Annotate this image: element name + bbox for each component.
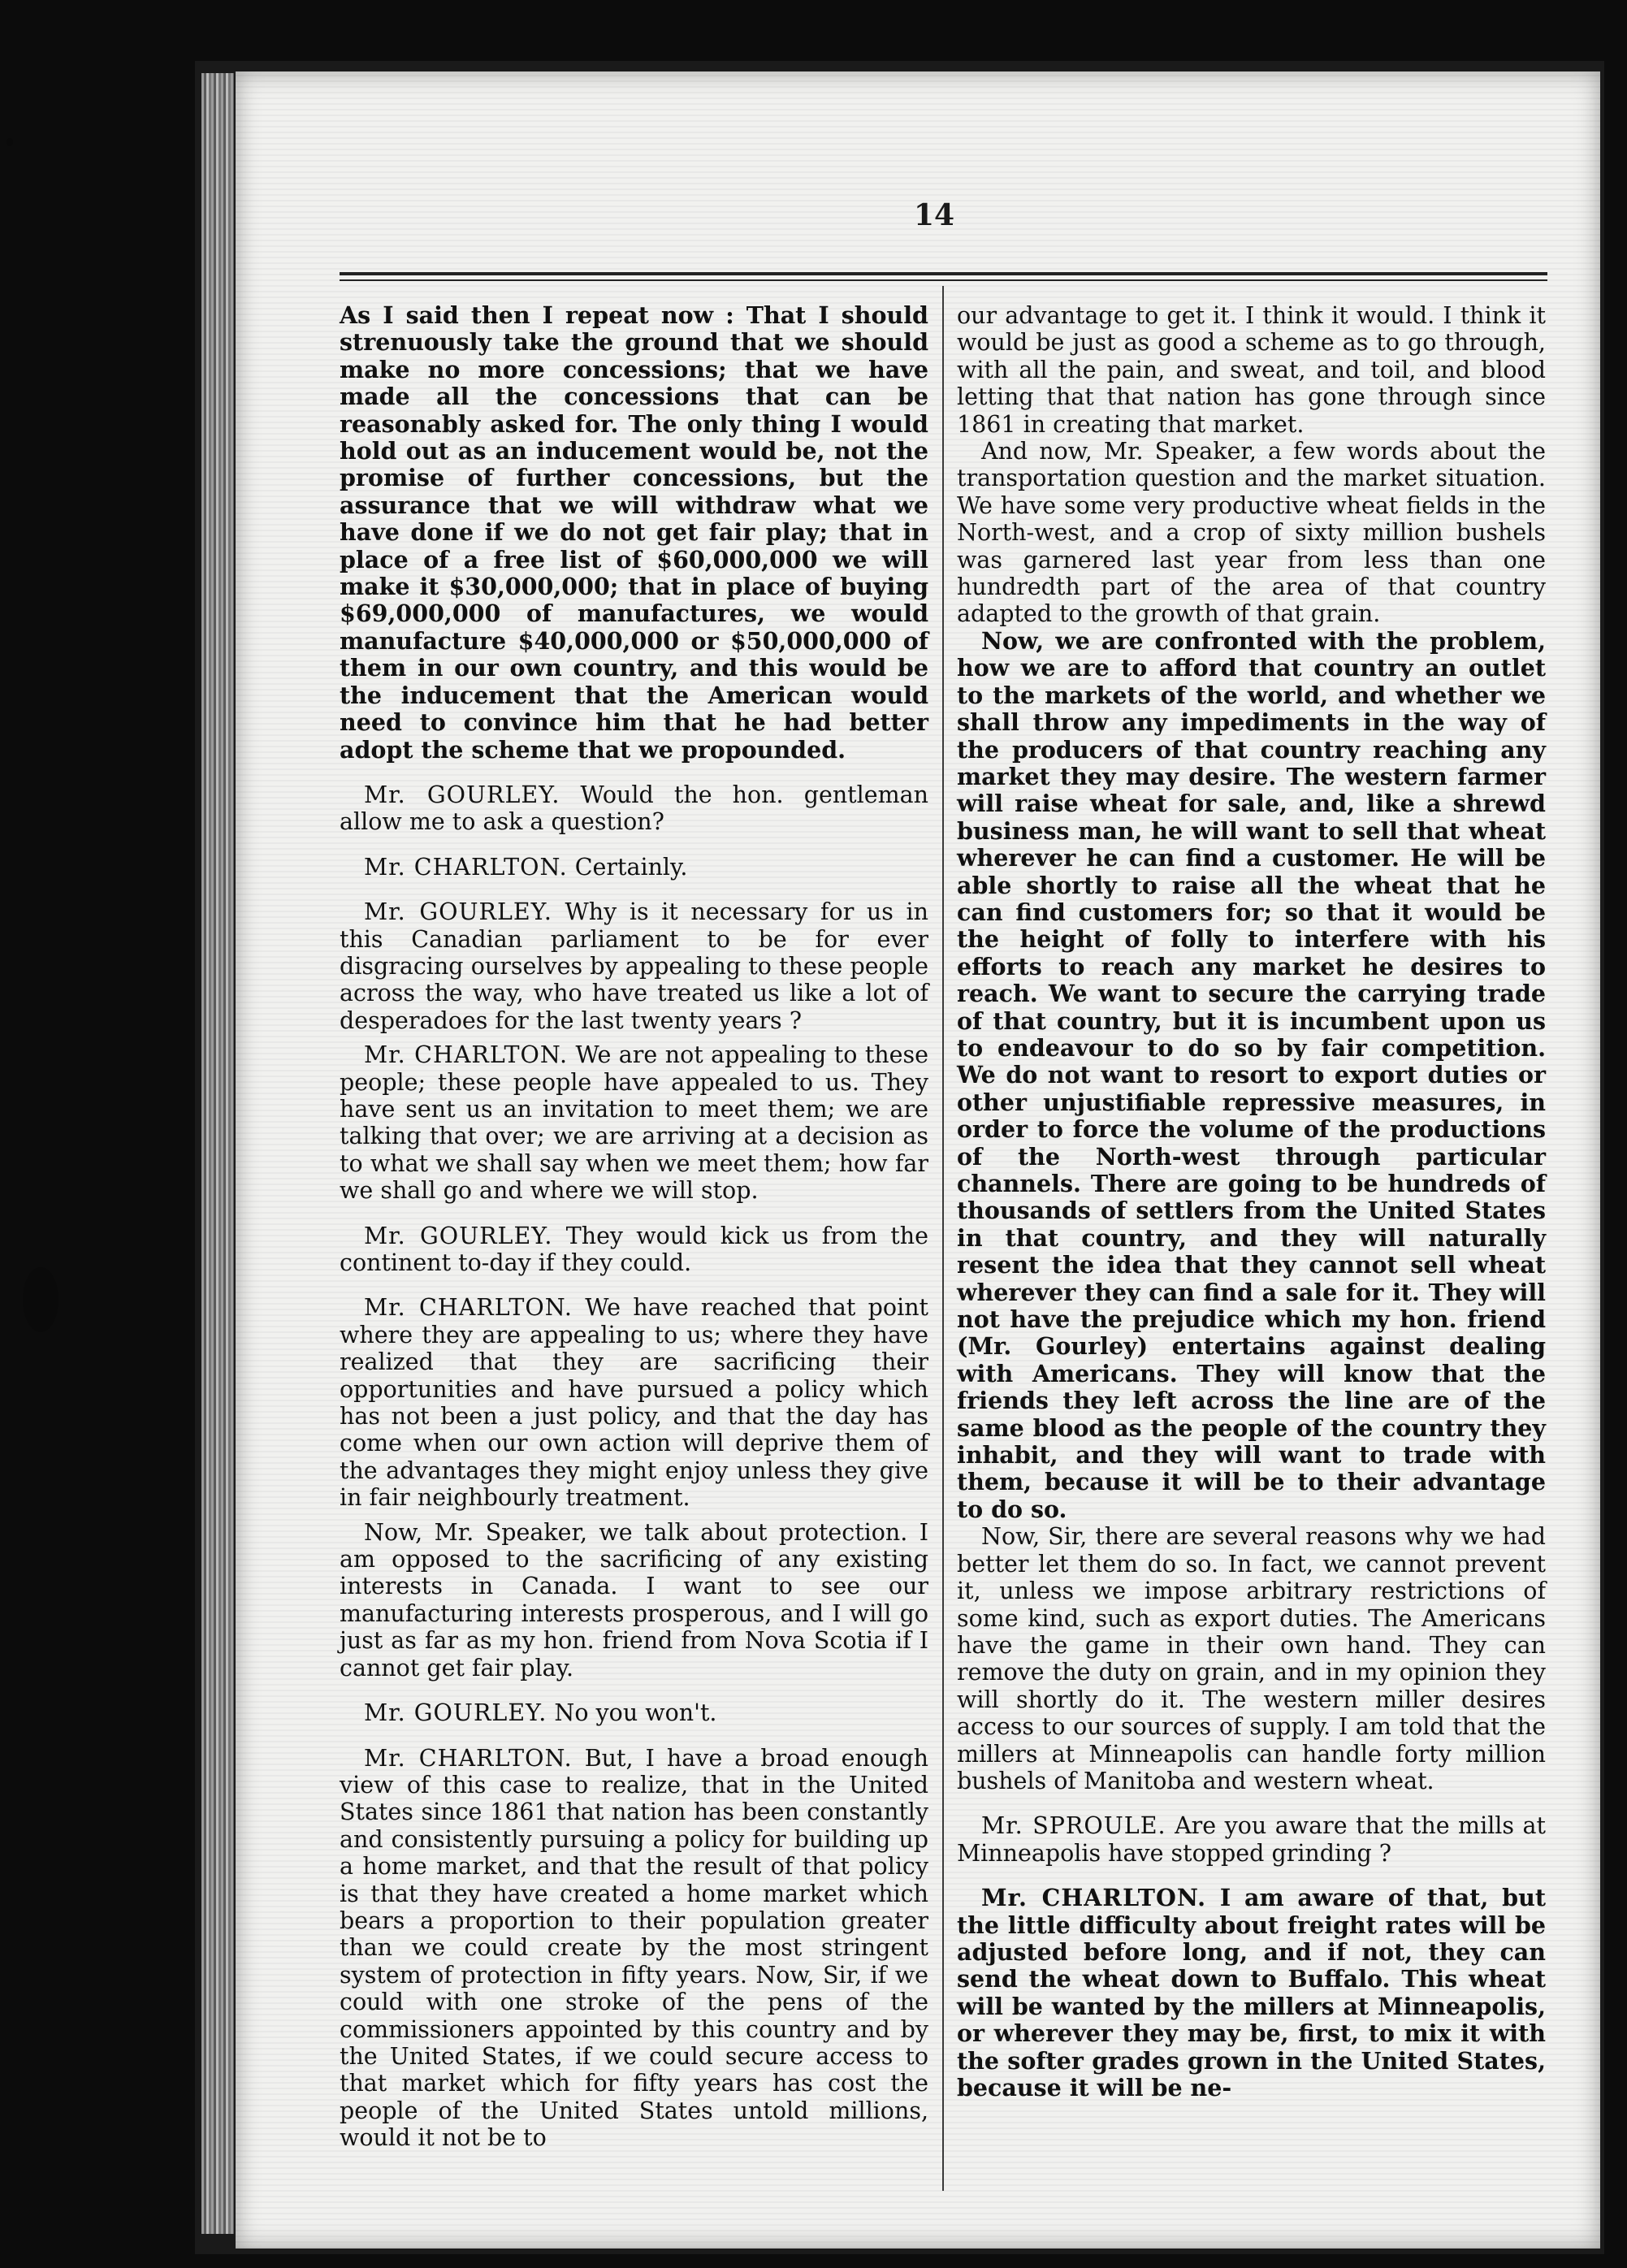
speaker-name: Mr. GOURLEY.: [364, 1222, 553, 1249]
speaker-name: Mr. CHARLTON.: [364, 853, 568, 881]
speech-text: Certainly.: [574, 853, 688, 881]
speech-paragraph: [340, 1223, 928, 1277]
speech-text: No you won't.: [554, 1699, 717, 1727]
speech-paragraph: [957, 1812, 1546, 1867]
speech-text: I am aware of that, but the little difficulty about freight rates will be adjusted before long, and if not, they can send the wheat down to Buffalo. This wheat will be wanted by the millers at Minneapolis, or wherever they may be, first, to mix it with the softer grades grown in the United States, because it will be ne-: [957, 1884, 1546, 2101]
paragraph: And now, Mr. Speaker, a few words about the transportation question and the market situation. We have some very productive wheat fields in the North-west, and a crop of sixty million bushels was garnered last year from less than one hundredth part of the area of that country adapted to the growth of that grain.: [957, 438, 1546, 628]
speaker-name: Mr. GOURLEY.: [364, 781, 560, 808]
speech-paragraph: [340, 1699, 928, 1726]
speaker-name: Mr. SPROULE.: [981, 1812, 1166, 1840]
speech-text: Would the hon. gentleman allow me to ask a question?: [340, 781, 928, 836]
speech-text: Why is it necessary for us in this Canadian parliament to be for ever disgracing ourselves by appealing to these people across the way, who have treated us like a lot of desperadoes for the last twenty years ?: [340, 898, 928, 1034]
speech-paragraph: [957, 1885, 1546, 2101]
scan-blemish: [6, 138, 13, 146]
left-column: [340, 302, 928, 2152]
paragraph: our advantage to get it. I think it would. I think it would be just as good a scheme as to go through, with all the pain, and sweat, and toil, and blood letting that that nation has gone through since 1861 in creating that market.: [957, 302, 1546, 438]
speech-text: But, I have a broad enough view of this case to realize, that in the United States since 1861 that nation has been constantly and consistently pursuing a policy for building up a home market, and that the result of that policy is that they have created a home market which bears a proportion to their population greater than we could create by the most stringent system of protection in fifty years. Now, Sir, if we could with one stroke of the pens of the commissioners appointed by this country and by the United States, if we could secure access to that market which for fifty years has cost the people of the United States untold millions, would it not be to: [340, 1744, 928, 2152]
column-divider: [942, 286, 944, 2191]
speech-paragraph: [340, 854, 928, 881]
speech-paragraph: [340, 1294, 928, 1511]
speaker-name: Mr. GOURLEY.: [364, 898, 552, 926]
speech-text: We have reached that point where they are appealing to us; where they have realized that they are sacrificing their opportunities and have pursued a policy which has not been a just policy, and that the day has come when our own action will deprive them of the advantages they might enjoy unless they give in fair neighbourly treatment.: [340, 1294, 928, 1512]
speech-paragraph: [340, 1745, 928, 2152]
right-column: [957, 302, 1546, 2101]
speech-text: Are you aware that the mills at Minneapolis have stopped grinding ?: [957, 1812, 1546, 1867]
header-rule: [340, 272, 1547, 281]
page-edges: [201, 73, 234, 2234]
speech-paragraph: [340, 1041, 928, 1204]
speaker-name: Mr. CHARLTON.: [981, 1884, 1206, 1912]
speaker-name: Mr. GOURLEY.: [364, 1699, 547, 1727]
paragraph: Now, Mr. Speaker, we talk about protection. I am opposed to the sacrificing of any existing interests in Canada. I want to see our manufacturing interests prosperous, and I will go just as far as my hon. friend from Nova Scotia if I cannot get fair play.: [340, 1518, 928, 1682]
speaker-name: Mr. CHARLTON.: [364, 1744, 573, 1772]
speech-text: We are not appealing to these people; these people have appealed to us. They have sent us an invitation to meet them; we are talking that over; we are arriving at a decision as to what we shall say when we meet them; how far we shall go and where we will stop.: [340, 1041, 928, 1205]
speech-paragraph: [340, 898, 928, 1034]
speaker-name: Mr. CHARLTON.: [364, 1294, 573, 1322]
paragraph: Now, Sir, there are several reasons why we had better let them do so. In fact, we cannot prevent it, unless we impose arbitrary restrictions of some kind, such as export duties. The Americans have the game in their own hand. They can remove the duty on grain, and in my opinion they will shortly do it. The western miller desires access to our sources of supply. I am told that the millers at Minneapolis can handle forty million bushels of Manitoba and western wheat.: [957, 1523, 1546, 1794]
speaker-name: Mr. CHARLTON.: [364, 1041, 569, 1069]
speech-text: They would kick us from the continent to-day if they could.: [340, 1222, 928, 1276]
page-number: 14: [914, 198, 955, 232]
paragraph: As I said then I repeat now : That I should strenuously take the ground that we should make no more concessions; that we have made all the concessions that can be reasonably asked for. The only thing I would hold out as an inducement would be, not the promise of further concessions, but the assurance that we will withdraw what we have done if we do not get fair play; that in place of a free list of $60,000,000 we will make it $30,000,000; that in place of buying $69,000,000 of manufactures, we would manufacture $40,000,000 or $50,000,000 of them in our own country, and this would be the inducement that the American would need to convince him that he had better adopt the scheme that we propounded.: [340, 301, 928, 764]
scan-blemish: [23, 1267, 58, 1332]
speech-paragraph: [340, 781, 928, 836]
paragraph: Now, we are confronted with the problem, how we are to afford that country an outlet to the markets of the world, and whether we shall throw any impediments in the way of the producers of that country reaching any market they may desire. The western farmer will raise wheat for sale, and, like a shrewd business man, he will want to sell that wheat wherever he can find a customer. He will be able shortly to raise all the wheat that he can find customers for; so that it would be the height of folly to interfere with his efforts to reach any market he desires to reach. We want to secure the carrying trade of that country, but it is incumbent upon us to endeavour to do so by fair competition. We do not want to resort to export duties or other unjustifiable repressive measures, in order to force the volume of the productions of the North-west through particular channels. There are going to be hundreds of thousands of settlers from the United States in that country, and they will naturally resent the idea that they cannot sell wheat wherever they can find a sale for it. They will not have the prejudice which my hon. friend (Mr. Gourley) entertains against dealing with Americans. They will know that the friends they left across the line are of the same blood as the people of the country they inhabit, and they will want to trade with them, because it will be to their advantage to do so.: [957, 626, 1546, 1523]
